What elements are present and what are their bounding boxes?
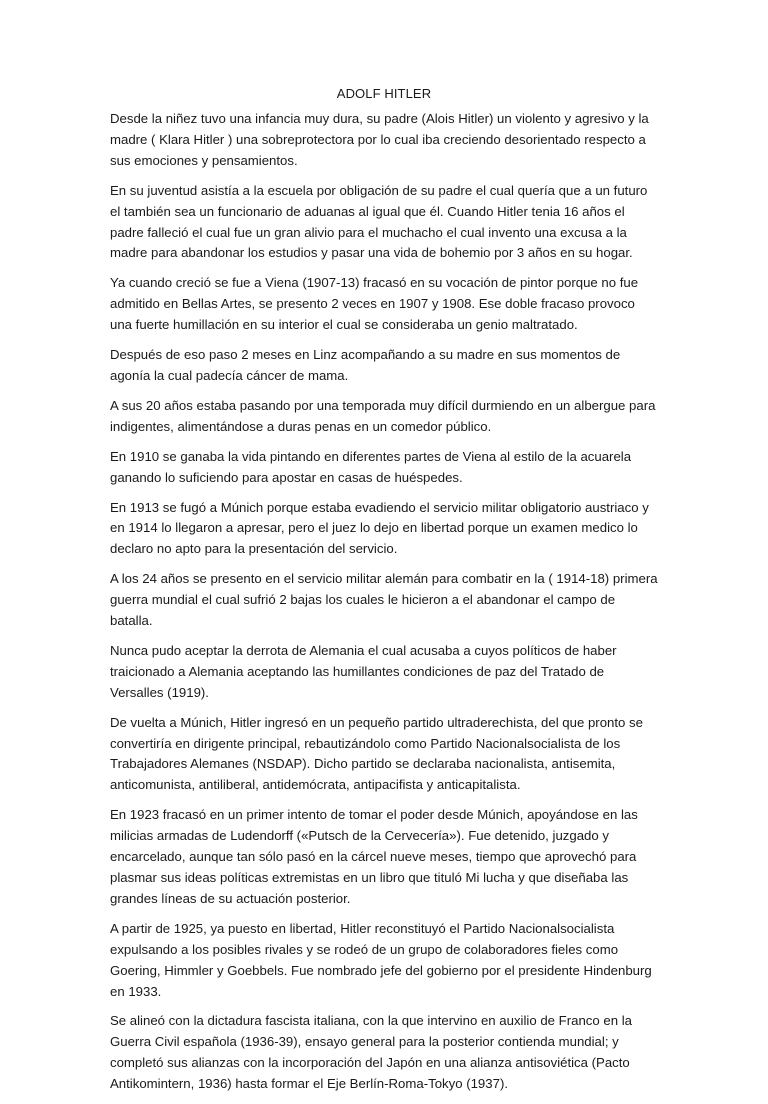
paragraph-8: A los 24 años se presento en el servicio militar alemán para combatir en la ( 1914-18) primera guerra mundial el cual sufrió 2 bajas los cuales le hicieron a el abandonar el campo de batalla.: [110, 571, 658, 629]
paragraph-4: Después de eso paso 2 meses en Linz acompañando a su madre en sus momentos de agonía la cual padecía cáncer de mama.: [110, 347, 621, 383]
paragraph-10: De vuelta a Múnich, Hitler ingresó en un pequeño partido ultraderechista, del que pronto se convertiría en dirigente principal, rebautizándolo como Partido Nacionalsocialista de los Trabajadores Alemanes (NSDAP). Dicho partido se declaraba nacionalista, antisemita, anticomunista, antiliberal, antidemócrata, antipacifista y anticapitalista.: [110, 714, 643, 793]
paragraph-5: A sus 20 años estaba pasando por una temporada muy difícil durmiendo en un albergue para indigentes, alimentándose a duras penas en un comedor público.: [110, 397, 656, 434]
document-title: ADOLF HITLER: [336, 86, 432, 101]
paragraph-12: A partir de 1925, ya puesto en libertad, Hitler reconstituyó el Partido Nacionalsocialista expulsando a los posibles rivales y se rodeó de un grupo de colaboradores fieles como Goering, Himmler y Goebbels. Fue nombrado jefe del gobierno por el presidente Hindenburg en 1933.: [110, 920, 652, 999]
paragraph-6: En 1910 se ganaba la vida pintando en diferentes partes de Viena al estilo de la acuarela ganando lo suficiendo para apostar en casas de huéspedes.: [110, 448, 632, 485]
paragraph-2: En su juventud asistía a la escuela por obligación de su padre el cual quería que a un futuro el también sea un funcionario de aduanas al igual que él. Cuando Hitler tenia 16 años el padre falleció el cual fue un gran alivio para el muchacho el cual invento una excusa a la madre para abandonar los estudios y pasar una vida de bohemio por 3 años en su hogar.: [110, 182, 648, 261]
document-page: [110, 86, 658, 1104]
paragraph-1: Desde la niñez tuvo una infancia muy dura, su padre (Alois Hitler) un violento y agresivo y la madre ( Klara Hitler ) una sobreprotectora por lo cual iba creciendo desorientado respecto a sus emociones y pensamientos.: [110, 111, 649, 168]
paragraph-13: Se alineó con la dictadura fascista italiana, con la que intervino en auxilio de Franco en la Guerra Civil española (1936-39), ensayo general para la posterior contienda mundial; y completó sus alianzas con la incorporación del Japón en una alianza antisoviética (Pacto Antikomintern, 1936) hasta formar el Eje Berlín-Roma-Tokyo (1937).: [110, 1013, 632, 1092]
paragraph-7: En 1913 se fugó a Múnich porque estaba evadiendo el servicio militar obligatorio austriaco y en 1914 lo llegaron a apresar, pero el juez lo dejo en libertad porque un examen medico lo declaro no apto para la presentación del servicio.: [110, 499, 649, 557]
paragraph-9: Nunca pudo aceptar la derrota de Alemania el cual acusaba a cuyos políticos de haber traicionado a Alemania aceptando las humillantes condiciones de paz del Tratado de Versalles (1919).: [110, 642, 617, 700]
paragraph-11: En 1923 fracasó en un primer intento de tomar el poder desde Múnich, apoyándose en las milicias armadas de Ludendorff («Putsch de la Cervecería»). Fue detenido, juzgado y encarcelado, aunque tan sólo pasó en la cárcel nueve meses, tiempo que aprovechó para plasmar sus ideas políticas extremistas en un libro que tituló Mi lucha y que diseñaba las grandes líneas de su actuación posterior.: [110, 807, 638, 906]
paragraph-3: Ya cuando creció se fue a Viena (1907-13) fracasó en su vocación de pintor porque no fue admitido en Bellas Artes, se presento 2 veces en 1907 y 1908. Ese doble fracaso provoco una fuerte humillación en su interior el cual se consideraba un genio maltratado.: [110, 275, 639, 333]
